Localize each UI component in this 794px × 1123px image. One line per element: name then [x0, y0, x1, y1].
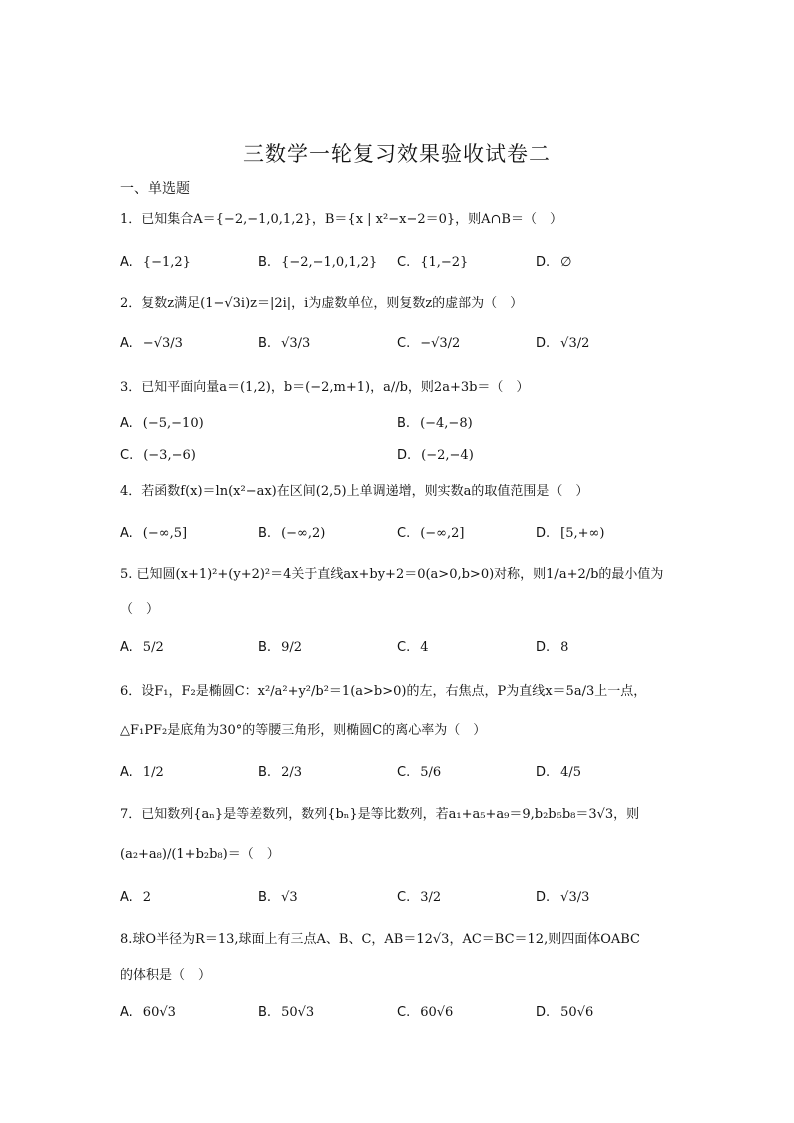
option-d[interactable]: D. √3/3	[536, 890, 590, 905]
option-c[interactable]: C. (−∞,2]	[397, 526, 465, 541]
page-title: 三数学一轮复习效果验收试卷二	[243, 142, 551, 166]
option-b[interactable]: B. √3	[258, 890, 298, 905]
option-d[interactable]: D. (−2,−4)	[397, 448, 474, 463]
question-7-stem: 7．已知数列{aₙ}是等差数列，数列{bₙ}是等比数列，若a₁+a₅+a₉＝9,b₂b₅b₈＝3√3，则	[120, 807, 640, 822]
question-5-stem-cont: （ ）	[120, 602, 160, 617]
option-a[interactable]: A. (−∞,5]	[120, 526, 188, 541]
option-d[interactable]: D. [5,+∞)	[536, 526, 605, 541]
question-2-stem: 2．复数z满足(1−√3i)z＝|2i|，i为虚数单位，则复数z的虚部为（ ）	[120, 296, 524, 311]
option-d[interactable]: D. √3/2	[536, 336, 590, 351]
option-a[interactable]: A. 60√3	[120, 1005, 176, 1020]
option-c[interactable]: C. −√3/2	[397, 336, 461, 351]
question-7-stem-cont: (a₂+a₈)/(1+b₂b₈)＝（ ）	[120, 847, 280, 862]
question-3-stem: 3．已知平面向量a＝(1,2)，b＝(−2,m+1)，a//b，则2a+3b＝（ ）	[120, 380, 530, 395]
option-a[interactable]: A. 1/2	[120, 765, 164, 780]
question-8-stem-cont: 的体积是（ ）	[120, 968, 212, 983]
question-1-stem: 1．已知集合A＝{−2,−1,0,1,2}，B＝{x | x²−x−2＝0}，则A∩B＝（ ）	[120, 212, 563, 227]
option-b[interactable]: B. √3/3	[258, 336, 311, 351]
option-a[interactable]: A. 5/2	[120, 640, 164, 655]
option-d[interactable]: D. 8	[536, 640, 569, 655]
option-c[interactable]: C. {1,−2}	[397, 255, 469, 270]
option-c[interactable]: C. 3/2	[397, 890, 442, 905]
question-4-stem: 4．若函数f(x)＝ln(x²−ax)在区间(2,5)上单调递增，则实数a的取值范围是（ ）	[120, 484, 589, 499]
question-6-stem: 6．设F₁，F₂是椭圆C：x²/a²+y²/b²＝1(a>b>0)的左，右焦点，P为直线x＝5a/3上一点，	[120, 684, 647, 699]
option-b[interactable]: B. {−2,−1,0,1,2}	[258, 255, 378, 270]
option-d[interactable]: D. ∅	[536, 255, 572, 270]
option-c[interactable]: C. (−3,−6)	[120, 448, 196, 463]
option-b[interactable]: B. 9/2	[258, 640, 302, 655]
question-8-stem: 8.球O半径为R＝13,球面上有三点A、B、C，AB＝12√3，AC＝BC＝12,则四面体OABC	[120, 932, 640, 947]
option-b[interactable]: B. 2/3	[258, 765, 302, 780]
option-a[interactable]: A. 2	[120, 890, 152, 905]
question-5-stem: 5. 已知圆(x+1)²+(y+2)²＝4关于直线ax+by+2＝0(a>0,b>0)对称，则1/a+2/b的最小值为	[120, 567, 664, 582]
option-c[interactable]: C. 5/6	[397, 765, 442, 780]
option-b[interactable]: B. (−∞,2)	[258, 526, 326, 541]
option-b[interactable]: B. (−4,−8)	[397, 416, 473, 431]
option-b[interactable]: B. 50√3	[258, 1005, 315, 1020]
option-d[interactable]: D. 50√6	[536, 1005, 594, 1020]
option-c[interactable]: C. 4	[397, 640, 429, 655]
option-a[interactable]: A. {−1,2}	[120, 255, 191, 270]
option-a[interactable]: A. (−5,−10)	[120, 416, 204, 431]
option-d[interactable]: D. 4/5	[536, 765, 582, 780]
question-6-stem-cont: △F₁PF₂是底角为30°的等腰三角形，则椭圆C的离心率为（ ）	[120, 723, 487, 738]
section-heading: 一、单选题	[120, 181, 190, 197]
option-a[interactable]: A. −√3/3	[120, 336, 183, 351]
option-c[interactable]: C. 60√6	[397, 1005, 454, 1020]
